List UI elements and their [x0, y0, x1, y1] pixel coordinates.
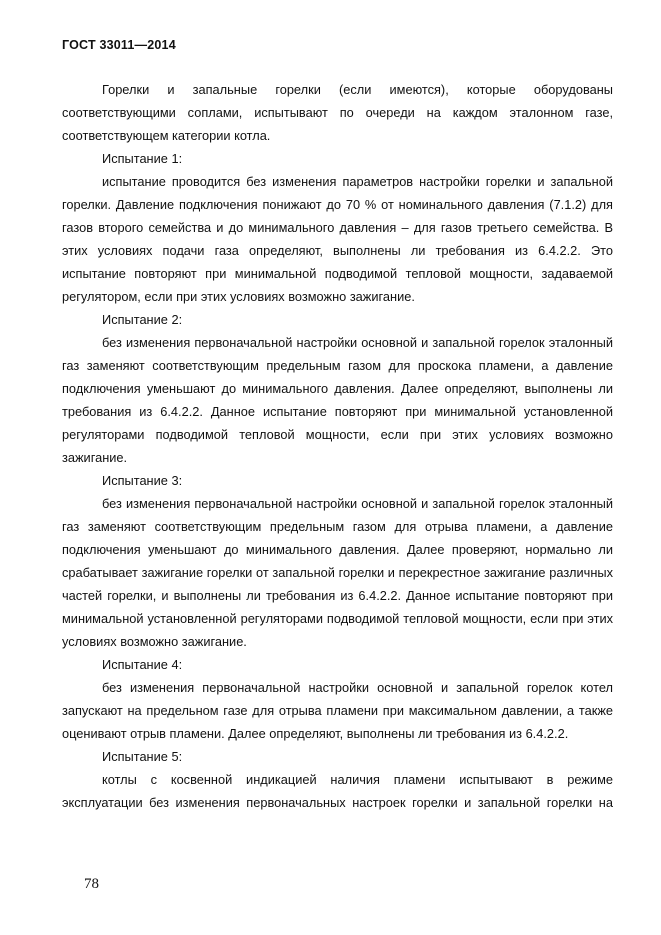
test-5-paragraph: котлы с косвенной индикацией наличия пламени испытывают в режиме эксплуатации без изменения первоначальных настроек горелки и запальной горелки на: [62, 772, 613, 810]
test-1-paragraph: испытание проводится без изменения параметров настройки горелки и запальной горелки. Давление подключения понижают до 70 % от номинального давления (7.1.2) для газов второго семейства и до минимального давления – для газов третьего семейства. В этих условиях подачи газа определяют, выполнены ли требования из 6.4.2.2. Это испытание повторяют при минимальной подводимой тепловой мощности, задаваемой регулятором, если при этих условиях возможно зажигание.: [62, 174, 613, 304]
test-1-heading: Испытание 1:: [102, 151, 183, 166]
test-4-heading: Испытание 4:: [102, 657, 183, 672]
test-3-paragraph: без изменения первоначальной настройки основной и запальной горелок эталонный газ заменяют соответствующим предельным газом для отрыва пламени, а давление подключения уменьшают до минимального давления. Далее проверяют, нормально ли срабатывает зажигание горелки от запальной горелки и перекрестное зажигание различных частей горелки, и выполнены ли требования из 6.4.2.2. Данное испытание повторяют при минимальной установленной регуляторами подводимой тепловой мощности, если при этих условиях возможно зажигание.: [62, 496, 613, 649]
document-header: ГОСТ 33011—2014: [62, 38, 176, 52]
test-2-paragraph: без изменения первоначальной настройки основной и запальной горелок эталонный газ заменяют соответствующим предельным газом для проскока пламени, а давление подключения уменьшают до минимального давления. Далее определяют, выполнены ли требования из 6.4.2.2. Данное испытание повторяют при минимальной установленной регуляторами подводимой тепловой мощности, если при этих условиях возможно зажигание.: [62, 335, 613, 465]
test-4-paragraph: без изменения первоначальной настройки основной и запальной горелок котел запускают на предельном газе для отрыва пламени при максимальном давлении, а также оценивают отрыв пламени. Далее определяют, выполнены ли требования из 6.4.2.2.: [62, 680, 613, 741]
page-number: 78: [84, 876, 99, 892]
intro-paragraph: Горелки и запальные горелки (если имеются), которые оборудованы соответствующими соплами, испытывают по очереди на каждом эталонном газе, соответствующем категории котла.: [62, 82, 613, 143]
test-5-heading: Испытание 5:: [102, 749, 183, 764]
test-2-heading: Испытание 2:: [102, 312, 183, 327]
document-body: [62, 78, 613, 814]
test-3-heading: Испытание 3:: [102, 473, 183, 488]
